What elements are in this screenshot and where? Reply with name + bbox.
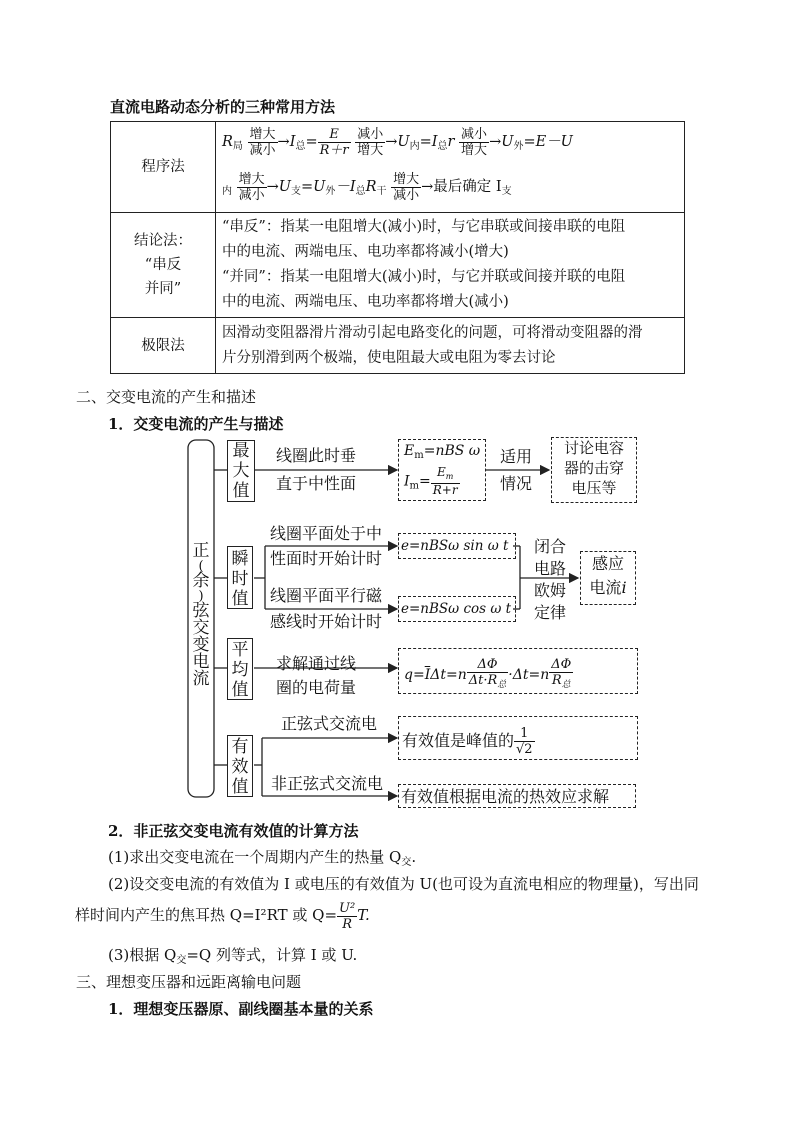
subsection-heading: 1．理想变压器原、副线圈基本量的关系	[108, 1000, 374, 1018]
subscript: 总	[497, 680, 507, 690]
frac-num: 减小	[461, 126, 488, 142]
symbol: I	[404, 473, 410, 490]
frac-den: R	[342, 916, 352, 932]
discuss-line: 讨论电容	[563, 439, 624, 457]
main-char: 弦	[192, 601, 210, 621]
subscript: 干	[376, 186, 387, 197]
box-char: 平	[231, 640, 249, 660]
row-label-line: 结论法：	[134, 233, 192, 249]
box-char: 有	[231, 737, 249, 757]
subscript: 外	[325, 186, 336, 197]
subscript: 总	[355, 186, 366, 197]
symbol: R	[365, 179, 377, 195]
cell-line: “并同”：指某一电阻增大(减小)时，与它并联或间接并联的电阻	[222, 269, 626, 285]
subscript: m	[414, 450, 424, 461]
frac-den: 减小	[393, 187, 420, 203]
frac-den: 增大	[461, 142, 488, 158]
sin-formula-box: e=nBSω sin ω t	[398, 533, 516, 559]
paragraph	[108, 944, 357, 966]
symbol: r	[447, 134, 455, 150]
discuss-box	[551, 437, 637, 503]
eff-sine-text: 有效值是峰值的	[402, 731, 515, 750]
subscript: 内	[409, 141, 420, 152]
cell-line: 中的电流、两端电压、电功率都将减小(增大)	[222, 244, 509, 260]
subscript: 总	[295, 141, 306, 152]
box-char: 均	[231, 660, 249, 680]
eff-desc-line: 正弦式交流电	[281, 714, 378, 733]
subscript: 交	[176, 955, 187, 966]
section1-heading: 直流电路动态分析的三种常用方法	[110, 98, 336, 116]
inst-desc-line: 线圈平面处于中	[270, 524, 383, 543]
subscript: 总	[561, 680, 571, 690]
apply-label: 情况	[500, 474, 533, 493]
frac-den: 增大	[357, 142, 384, 158]
box-char: 最	[232, 441, 250, 461]
box-char: 效	[231, 757, 249, 777]
discuss-line: 器的击穿	[563, 459, 624, 477]
frac-num: 增大	[249, 126, 276, 142]
inst-desc-line: 线圈平面平行磁	[270, 586, 383, 605]
frac-num: ΔΦ	[467, 657, 509, 673]
subscript: 支	[291, 186, 301, 197]
symbol: =E－U	[523, 134, 573, 150]
max-value-box	[227, 440, 255, 502]
main-char: 交	[192, 618, 210, 638]
paragraph-text: (3)根据 Q	[108, 946, 177, 964]
cell-line: 中的电流、两端电压、电功率都将增大(减小)	[222, 294, 509, 310]
frac-den: 减小	[238, 187, 265, 203]
paragraph-text: =Q 列等式，计算 I 或 U.	[186, 946, 358, 964]
induced-current-box	[580, 551, 636, 605]
frac-num: 减小	[357, 126, 384, 142]
cos-formula-box: e=nBSω cos ω t	[398, 596, 516, 622]
box-char: 值	[232, 481, 250, 501]
closed-line: 闭合	[533, 537, 566, 556]
symbol: →U	[385, 134, 410, 150]
max-desc-line: 直于中性面	[276, 474, 357, 493]
symbol: =I	[419, 134, 438, 150]
paragraph	[75, 900, 370, 932]
symbol: R	[222, 134, 233, 150]
symbol: $\overline{I}$	[424, 667, 431, 683]
symbol: i	[621, 578, 627, 597]
frac-den: 减小	[249, 142, 276, 158]
closed-line: 电路	[533, 559, 566, 578]
subsection-heading: 2．非正弦交变电流有效值的计算方法	[108, 822, 359, 840]
symbol: →U	[266, 179, 291, 195]
box-char: 大	[232, 461, 250, 481]
max-desc-line: 线圈此时垂	[276, 446, 357, 465]
symbol: E	[404, 443, 415, 459]
paragraph: (2)设交变电流的有效值为 I 或电压的有效值为 U(也可设为直流电相应的物理量)，写出同	[108, 875, 699, 893]
subscript: 交	[401, 857, 412, 868]
main-char: 正	[192, 541, 210, 561]
box-char: 瞬	[231, 549, 249, 569]
apply-label: 适用	[500, 447, 533, 466]
closed-line: 定律	[533, 603, 566, 622]
frac-num: E	[436, 465, 446, 479]
symbol: →最后确定 I	[421, 179, 502, 195]
box-char: 值	[231, 777, 249, 797]
frac-den: R	[551, 673, 562, 688]
subscript: 局	[232, 141, 243, 152]
induced-line: 感应	[591, 554, 624, 573]
symbol: Δt=n	[430, 667, 467, 683]
subscript: 支	[501, 186, 512, 197]
frac-num: E	[318, 127, 351, 143]
effective-value-box	[227, 735, 253, 797]
main-char: 余	[192, 571, 210, 591]
paragraph-text: T.	[357, 906, 370, 924]
row-label-line: “串反	[144, 257, 182, 273]
paragraph-text: .	[411, 848, 417, 866]
closed-line: 欧姆	[533, 581, 566, 600]
symbol: →I	[277, 134, 296, 150]
paragraph-text: 样时间内产生的焦耳热 Q=I²RT 或 Q=	[75, 906, 338, 924]
eff-nonsine-box: 有效值根据电流的热效应求解	[398, 784, 636, 808]
box-char: 值	[231, 680, 249, 700]
frac-den: √2	[516, 742, 533, 757]
main-char: 电	[192, 652, 210, 672]
avg-formula-box	[398, 648, 638, 694]
subsection-heading: 1．交变电流的产生与描述	[108, 415, 284, 433]
cell-line: 因滑动变阻器滑片滑动引起电路变化的问题，可将滑动变阻器的滑	[222, 324, 643, 341]
frac-den: R＋r	[319, 142, 349, 158]
inst-desc-line: 感线时开始计时	[270, 612, 383, 631]
main-char: 流	[192, 669, 210, 689]
section3-heading: 三、理想变压器和远距离输电问题	[76, 973, 302, 991]
main-char: )	[198, 589, 204, 604]
row-label: 程序法	[111, 122, 216, 213]
cell-line: “串反”：指某一电阻增大(减小)时，与它串联或间接串联的电阻	[222, 219, 626, 235]
section2-heading: 二、交变电流的产生和描述	[76, 388, 257, 406]
row-label-line: 并同”	[144, 281, 182, 297]
symbol: =nBS ω	[423, 443, 481, 459]
subscript: 内	[222, 186, 232, 197]
induced-line: 电流	[589, 578, 622, 597]
frac-num: ΔΦ	[551, 657, 572, 672]
symbol: →U	[489, 134, 514, 150]
closed-circuit-label	[530, 536, 570, 624]
symbol: q=	[404, 667, 425, 683]
inst-desc-line: 性面时开始计时	[270, 549, 383, 568]
subscript: 外	[513, 141, 524, 152]
box-char: 时	[231, 569, 249, 589]
box-char: 值	[231, 589, 249, 609]
symbol: =U	[301, 179, 326, 195]
avg-desc-line: 圈的电荷量	[276, 678, 357, 697]
frac-den: Δt·R	[468, 673, 498, 688]
max-formula-box	[398, 439, 486, 501]
frac-num: 增大	[238, 171, 265, 187]
subscript: m	[445, 472, 454, 481]
symbol: ·Δt=n	[508, 667, 550, 683]
subscript: 总	[437, 141, 448, 152]
average-value-box	[227, 638, 253, 700]
eff-sine-box	[398, 716, 638, 760]
symbol: =	[305, 134, 318, 150]
paragraph	[108, 846, 416, 868]
cell-line: 片分别滑到两个极端，使电阻最大或电阻为零去讨论	[222, 349, 556, 366]
frac-num: 1	[514, 726, 535, 742]
main-char: 变	[192, 635, 210, 655]
row-label: 极限法	[111, 318, 216, 374]
ac-main-label	[190, 543, 212, 688]
eff-desc-line: 非正弦式交流电	[271, 774, 384, 793]
frac-num: 增大	[393, 171, 420, 187]
frac-num: U²	[339, 900, 356, 916]
instant-value-box	[227, 546, 253, 609]
paragraph-text: (1)求出交变电流在一个周期内产生的热量 Q	[108, 848, 402, 866]
discuss-line: 电压等	[571, 479, 617, 497]
frac-den: R+r	[432, 483, 458, 497]
symbol: －I	[335, 179, 356, 195]
avg-desc-line: 求解通过线	[276, 654, 357, 673]
subscript: m	[409, 480, 420, 492]
main-char: (	[198, 559, 204, 574]
symbol: =	[419, 473, 431, 490]
